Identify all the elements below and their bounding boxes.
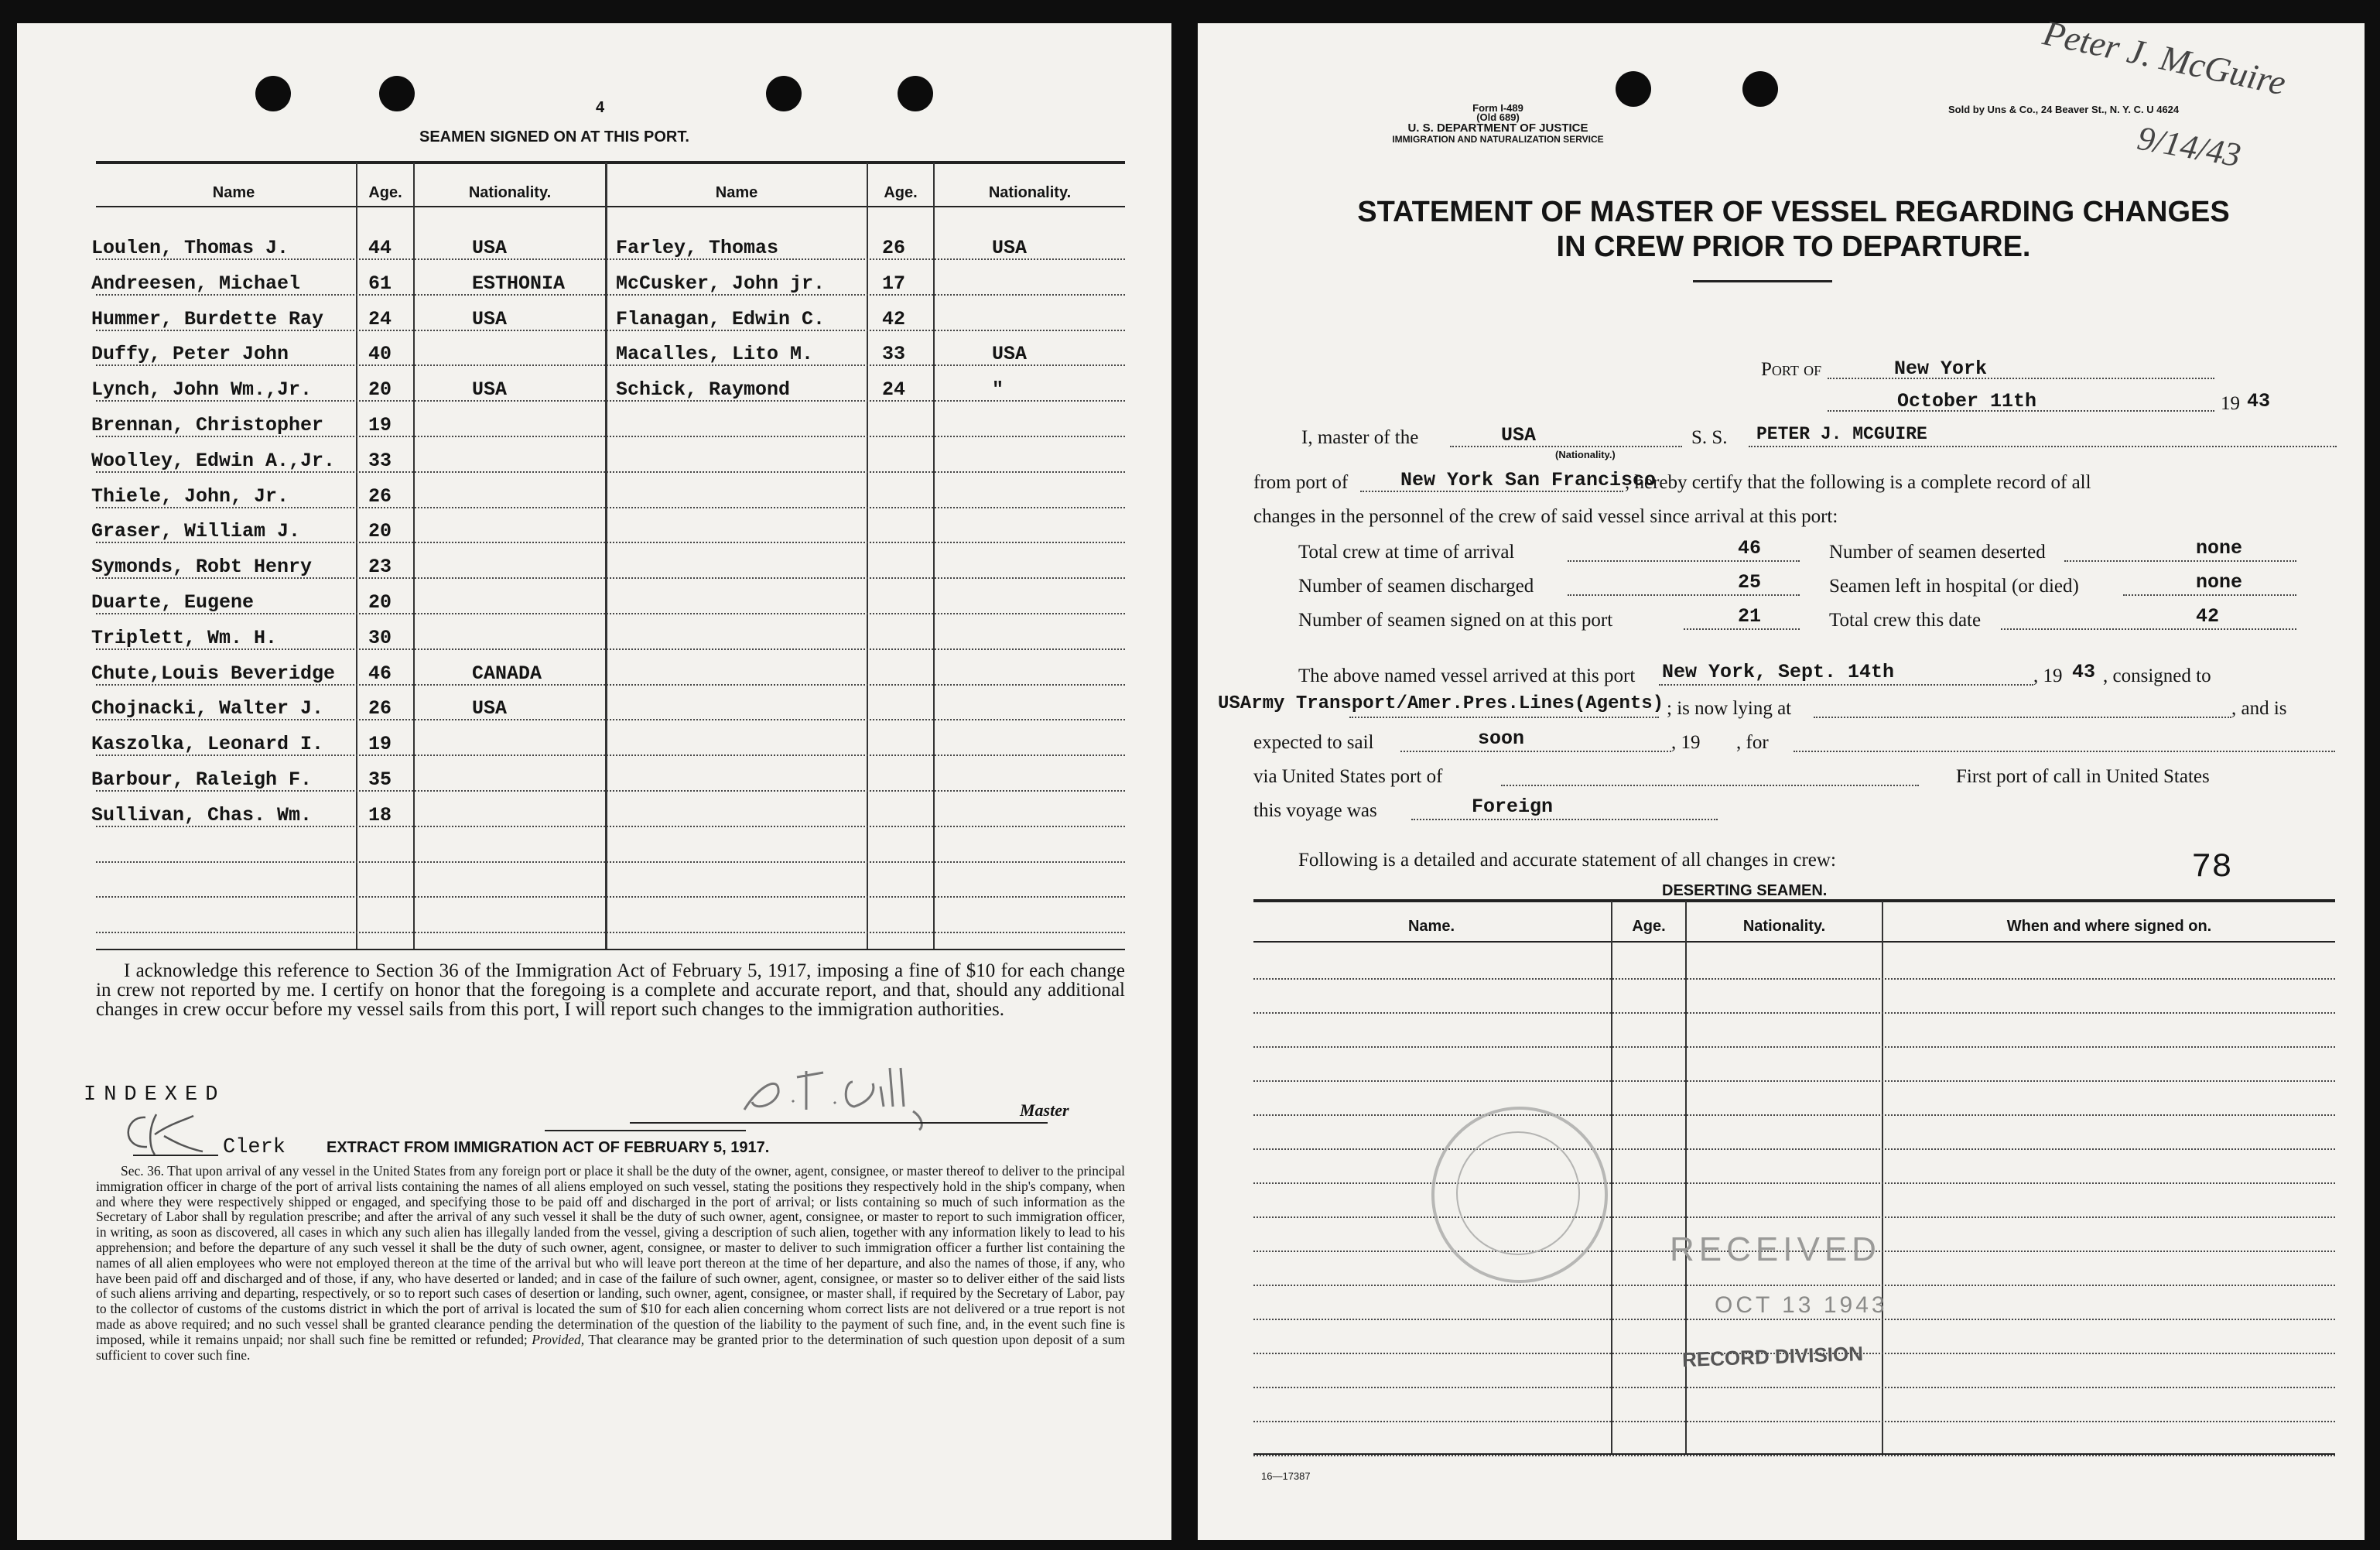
stat-rule	[1568, 560, 1800, 562]
row-rule	[1253, 1421, 2335, 1422]
crew-age: 40	[368, 343, 392, 366]
crew-nationality: USA	[992, 237, 1028, 259]
col-header-name: Name	[212, 184, 255, 201]
desert-col-age: Age.	[1632, 918, 1666, 935]
for-label: , for	[1736, 732, 1769, 753]
department: U. S. DEPARTMENT OF JUSTICE	[1407, 121, 1588, 135]
crew-name: Woolley, Edwin A.,Jr.	[91, 449, 336, 472]
crew-name: Andreesen, Michael	[91, 272, 301, 295]
discharged-value: 25	[1738, 571, 1762, 594]
for-rule	[1794, 751, 2335, 752]
crew-age: 33	[368, 449, 392, 472]
punch-hole	[379, 76, 415, 111]
crew-age: 20	[368, 520, 392, 543]
record-division-stamp: RECORD DIVISION	[1681, 1341, 1864, 1372]
sec-label: Sec. 36.	[121, 1163, 164, 1179]
crew-name: Schick, Raymond	[616, 378, 791, 402]
col-header-age: Age.	[884, 184, 918, 201]
crew-age: 17	[882, 272, 906, 295]
crew-age: 30	[368, 626, 392, 649]
crew-age: 26	[368, 484, 392, 508]
year-value: 43	[2247, 390, 2271, 412]
deserting-header-rule	[1253, 941, 2335, 943]
ship-name: PETER J. MCGUIRE	[1756, 424, 1927, 444]
service: IMMIGRATION AND NATURALIZATION SERVICE	[1392, 134, 1604, 145]
punch-hole	[766, 76, 802, 111]
lying-label: ; is now lying at	[1667, 698, 1792, 719]
stat-rule	[2001, 628, 2296, 630]
form-old-number: (Old 689)	[1476, 111, 1520, 123]
crew-name: Farley, Thomas	[616, 237, 779, 259]
crew-nationality: USA	[472, 307, 508, 330]
crew-name: Thiele, John, Jr.	[91, 484, 289, 508]
via-rule	[1501, 785, 1919, 786]
crew-age: 20	[368, 591, 392, 614]
row-rule	[1253, 1285, 2335, 1286]
acknowledgment-text: I acknowledge this reference to Section 36 of the Immigration Act of February 5, 1917, imposing a fine of $10 for each change in crew not reported by me. I certify on honor that the foregoing is a complete and accurate report, and that, should any additional changes in crew occur before my vessel sails from this port, I will report such changes to the immigration authorities.	[96, 960, 1125, 1020]
stat-rule	[2123, 594, 2296, 596]
row-rule	[1253, 1114, 2335, 1116]
crew-name: Loulen, Thomas J.	[91, 237, 289, 259]
row-rule	[1253, 978, 2335, 980]
voyage-value: Foreign	[1472, 796, 1554, 818]
arrived-year: 43	[2072, 661, 2096, 683]
page-reference: 78	[2191, 848, 2232, 887]
master-signature-rule	[630, 1122, 1048, 1124]
section-36-text	[96, 1164, 1125, 1363]
arrived-value: New York, Sept. 14th	[1662, 661, 1895, 683]
and-is-label: , and is	[2231, 698, 2287, 719]
crew-name: Macalles, Lito M.	[616, 343, 814, 366]
expected-year: , 19	[1671, 732, 1701, 753]
master-label: Master	[1020, 1100, 1069, 1120]
crew-name: Lynch, John Wm.,Jr.	[91, 378, 313, 402]
row-rule	[96, 861, 1125, 863]
crew-name: Chojnacki, Walter J.	[91, 697, 324, 720]
nationality-rule	[1450, 446, 1682, 447]
crew-nationality: "	[992, 378, 1004, 402]
hospital-label: Seamen left in hospital (or died)	[1829, 576, 2079, 597]
voyage-rule	[1411, 819, 1718, 820]
indexed-label: INDEXED	[84, 1083, 226, 1107]
crew-name: Sullivan, Chas. Wm.	[91, 803, 313, 826]
table-header-rule	[96, 206, 1125, 207]
provided-label: Provided,	[532, 1331, 585, 1347]
total-crew-arrival-label: Total crew at time of arrival	[1298, 542, 1515, 563]
port-of-label: Port of	[1761, 359, 1822, 380]
right-page	[1198, 12, 2365, 1540]
row-rule	[96, 896, 1125, 898]
consigned-label: , consigned to	[2103, 666, 2211, 686]
row-rule	[1253, 1046, 2335, 1048]
crew-nationality: USA	[472, 378, 508, 402]
crew-age: 18	[368, 803, 392, 826]
expected-label: expected to sail	[1253, 732, 1374, 753]
deserted-label: Number of seamen deserted	[1829, 542, 2046, 563]
page-number: 4	[596, 99, 605, 116]
sold-by: Sold by Uns & Co., 24 Beaver St., N. Y. C. U 4624	[1948, 104, 2180, 115]
crew-name: Barbour, Raleigh F.	[91, 768, 313, 791]
row-rule	[1253, 1387, 2335, 1388]
crew-name: Hummer, Burdette Ray	[91, 307, 324, 330]
deserting-title: DESERTING SEAMEN.	[1662, 882, 1828, 899]
total-crew-date-value: 42	[2196, 605, 2220, 628]
master-signature	[721, 1056, 1000, 1133]
expected-value: soon	[1478, 727, 1525, 750]
voyage-label: this voyage was	[1253, 800, 1377, 821]
crew-age: 19	[368, 733, 392, 756]
table-top-rule	[96, 161, 1125, 164]
stat-rule	[1568, 594, 1800, 596]
extract-title: EXTRACT FROM IMMIGRATION ACT OF FEBRUARY 5, 1917.	[327, 1139, 770, 1156]
crew-age: 44	[368, 237, 392, 259]
col-header-nationality: Nationality.	[988, 184, 1072, 201]
column-divider	[413, 163, 415, 949]
crew-nationality: USA	[472, 697, 508, 720]
col-header-nationality: Nationality.	[468, 184, 552, 201]
signed-on-label: Number of seamen signed on at this port	[1298, 610, 1613, 631]
total-crew-date-label: Total crew this date	[1829, 610, 1982, 631]
crew-nationality: CANADA	[472, 662, 542, 685]
ship-name-rule	[1749, 446, 2337, 447]
col-header-age: Age.	[368, 184, 402, 201]
port-of-value: New York	[1894, 358, 1988, 380]
col-header-name: Name	[715, 184, 758, 201]
form-title	[1252, 195, 2335, 265]
crew-nationality: ESTHONIA	[472, 272, 566, 295]
deserted-value: none	[2196, 537, 2243, 559]
clerk-rule	[133, 1155, 218, 1156]
from-port-label: from port of	[1253, 472, 1349, 493]
title-rule	[1693, 280, 1832, 282]
crew-name: Chute,Louis Beveridge	[91, 662, 336, 685]
column-divider	[1882, 901, 1883, 1453]
received-stamp-date: OCT 13 1943	[1715, 1292, 1888, 1318]
first-port-label: First port of call in United States	[1956, 766, 2210, 787]
row-rule	[1253, 1319, 2335, 1320]
hospital-value: none	[2196, 571, 2243, 594]
changes-text: changes in the personnel of the crew of said vessel since arrival at this port:	[1253, 506, 1838, 527]
expected-rule	[1400, 751, 1671, 752]
following-text: Following is a detailed and accurate statement of all changes in crew:	[1298, 850, 1836, 871]
crew-name: McCusker, John jr.	[616, 272, 826, 295]
signed-on-value: 21	[1738, 605, 1762, 628]
extract-rule	[545, 1130, 746, 1131]
title-line-1: STATEMENT OF MASTER OF VESSEL REGARDING CHANGES	[1357, 196, 2230, 228]
crew-age: 33	[882, 343, 906, 366]
row-rule	[1253, 1148, 2335, 1150]
clerk-label: Clerk	[223, 1136, 286, 1159]
row-rule	[96, 932, 1125, 933]
desert-col-name: Name.	[1407, 918, 1455, 935]
total-crew-arrival-value: 46	[1738, 537, 1762, 559]
row-rule	[1253, 1182, 2335, 1184]
arrived-label: The above named vessel arrived at this port	[1298, 666, 1636, 686]
crew-name: Duffy, Peter John	[91, 343, 289, 366]
column-divider	[605, 163, 607, 949]
crew-name: Graser, William J.	[91, 520, 301, 543]
deserting-top-rule	[1253, 899, 2335, 902]
form-footer-number: 16—17387	[1261, 1470, 1311, 1482]
form-header	[1366, 104, 1629, 144]
form-number: Form I-489	[1472, 102, 1523, 114]
sec-text: That upon arrival of any vessel in the United States from any foreign port or place it shall be the duty of the owner, agent, consignee, or master thereof to deliver to the principal immigration officer in charge of the port of arrival lists containing the names of all aliens employed on such vessel, stating the positions they respectively hold in the ship's company, when and where they were respectively shipped or engaged, and specifying those to be paid off and discharged in the port of arrival; or lists containing so much of such information as the Secretary of Labor shall by regulation prescribe; and after the arrival of any such vessel it shall be the duty of such owner, agent, consignee, or master to report to such immigration officer, in writing, as soon as discovered, all cases in which any such alien has illegally landed from the vessel, giving a description of such alien, together with any information likely to lead to his apprehension; and before the departure of any such vessel it shall be the duty of such owner, agent, consignee, or master to deliver to such immigration officer a further list containing the names of all alien employees who were not employed thereon at the time of the arrival but who will leave port thereon at the time of her departure, and also the names of those, if any, who have been paid off and discharged and of those, if any, who have deserted or landed; and in case of the failure of such owner, agent, consignee, or master so to deliver either of the said lists of such aliens arriving and departing, respectively, or so to report such cases of desertion or landing, such owner, agent, consignee, or master shall, if required by the Secretary of Labor, pay to the collector of customs of the customs district in which the port of arrival is located the sum of $10 for each alien concerning whom correct lists are not delivered or a true report is not made as above required; and no such vessel shall be granted clearance pending the determination of the question of the liability to the payment of such fine, and, in the event such fine is imposed, while it remains unpaid; nor shall such fine be remitted or refunded;	[96, 1163, 1125, 1347]
arrived-year-prefix: , 19	[2033, 666, 2063, 686]
crew-age: 19	[368, 414, 392, 436]
crew-nationality: USA	[992, 343, 1028, 366]
crew-age: 26	[368, 697, 392, 720]
column-divider	[356, 163, 357, 949]
year-prefix: 19	[2221, 393, 2240, 414]
punch-hole	[898, 76, 933, 111]
crew-nationality: USA	[472, 237, 508, 259]
punch-hole	[1616, 71, 1651, 107]
deserting-bottom-rule	[1253, 1453, 2335, 1455]
crew-age: 61	[368, 272, 392, 295]
from-port-value: New York San Francisco	[1400, 469, 1657, 491]
column-divider	[867, 163, 868, 949]
received-stamp: RECEIVED	[1670, 1230, 1881, 1268]
punch-hole	[1742, 71, 1778, 107]
arrived-rule	[1659, 684, 2033, 686]
crew-age: 26	[882, 237, 906, 259]
crew-age: 24	[368, 307, 392, 330]
lying-rule	[1814, 717, 2231, 718]
crew-age: 35	[368, 768, 392, 791]
crew-age: 20	[368, 378, 392, 402]
column-divider	[933, 163, 935, 949]
desert-col-signed: When and where signed on.	[2006, 918, 2212, 935]
handwritten-ship-name: Peter J. McGuire	[2040, 12, 2289, 103]
crew-name: Symonds, Robt Henry	[91, 556, 313, 579]
title-line-2: IN CREW PRIOR TO DEPARTURE.	[1556, 231, 2031, 263]
crew-age: 24	[882, 378, 906, 402]
stat-rule	[2064, 560, 2296, 562]
master-of-label: I, master of the	[1301, 427, 1419, 448]
circular-seal-inner	[1456, 1131, 1580, 1255]
date-value: October 11th	[1897, 390, 2037, 412]
crew-name: Flanagan, Edwin C.	[616, 307, 826, 330]
certify-text: , hereby certify that the following is a complete record of all	[1625, 472, 2091, 493]
sec-tail: That clearance may be granted prior to the determination of such question upon deposit of a sum sufficient to cover such fine.	[96, 1331, 1126, 1363]
row-rule	[1253, 1216, 2335, 1218]
handwritten-date: 9/14/43	[2134, 118, 2244, 175]
nationality-value: USA	[1501, 424, 1537, 447]
crew-name: Kaszolka, Leonard I.	[91, 733, 324, 756]
row-rule	[1253, 1080, 2335, 1082]
punch-hole	[255, 76, 291, 111]
crew-name: Duarte, Eugene	[91, 591, 255, 614]
port-of-rule	[1828, 378, 2214, 379]
consignee-rule	[1349, 717, 1659, 718]
column-divider	[1611, 901, 1612, 1453]
discharged-label: Number of seamen discharged	[1298, 576, 1534, 597]
nationality-caption: (Nationality.)	[1555, 449, 1616, 460]
via-label: via United States port of	[1253, 766, 1443, 787]
ss-label: S. S.	[1691, 427, 1728, 448]
table-bottom-rule	[96, 949, 1125, 950]
crew-age: 23	[368, 556, 392, 579]
crew-name: Brennan, Christopher	[91, 414, 324, 436]
section-title: SEAMEN SIGNED ON AT THIS PORT.	[419, 128, 689, 145]
left-page	[17, 23, 1171, 1540]
consignee-value: USArmy Transport/Amer.Pres.Lines(Agents)	[1218, 693, 1664, 714]
crew-age: 42	[882, 307, 906, 330]
desert-col-nationality: Nationality.	[1742, 918, 1826, 935]
crew-age: 46	[368, 662, 392, 685]
crew-name: Triplett, Wm. H.	[91, 626, 278, 649]
stat-rule	[1684, 628, 1800, 630]
row-rule	[1253, 1012, 2335, 1014]
row-rule	[1253, 1455, 2335, 1456]
